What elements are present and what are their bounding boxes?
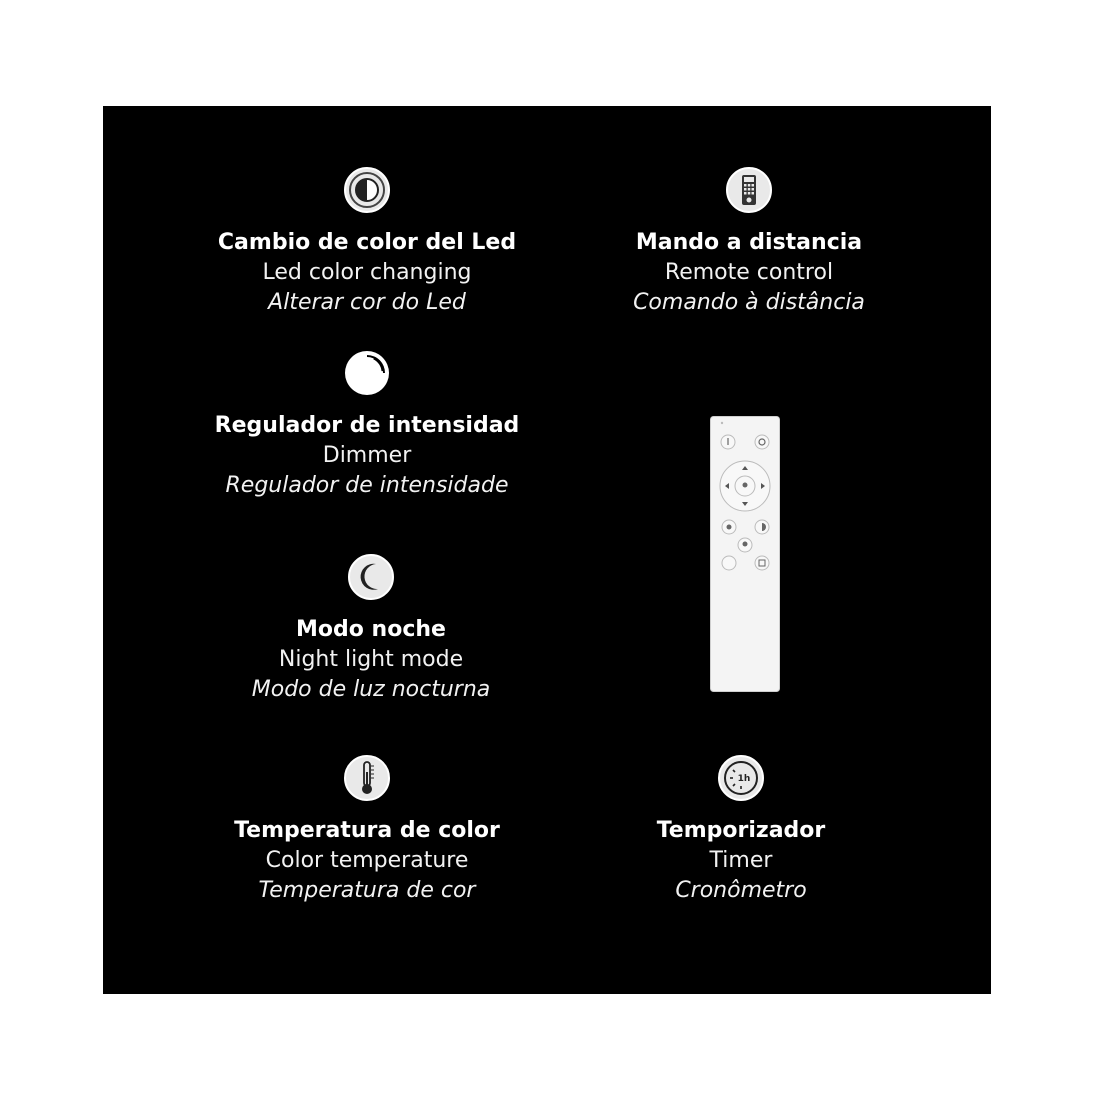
- feature-timer: [541, 754, 941, 906]
- color-change-icon: [343, 166, 391, 214]
- feature-english: Dimmer: [322, 443, 412, 468]
- feature-portuguese: Modo de luz nocturna: [251, 677, 491, 702]
- thermometer-icon: [343, 754, 391, 802]
- feature-title: Temporizador: [656, 818, 826, 843]
- feature-portuguese: Temperatura de cor: [258, 878, 476, 903]
- feature-english: Remote control: [664, 260, 834, 285]
- feature-portuguese: Comando à distância: [633, 290, 865, 315]
- timer-icon: [717, 754, 765, 802]
- feature-english: Night light mode: [278, 647, 464, 672]
- feature-english: Color temperature: [265, 848, 469, 873]
- dimmer-icon: [343, 349, 391, 397]
- timer-icon-label: 1h: [737, 774, 751, 784]
- feature-night-mode: [171, 553, 571, 705]
- feature-portuguese: Regulador de intensidade: [225, 473, 509, 498]
- feature-remote-control: [549, 166, 949, 318]
- feature-title: Regulador de intensidad: [214, 413, 520, 438]
- feature-english: Timer: [709, 848, 773, 873]
- feature-led-color: [167, 166, 567, 318]
- feature-english: Led color changing: [262, 260, 472, 285]
- feature-portuguese: Cronômetro: [675, 878, 807, 903]
- feature-title: Temperatura de color: [234, 818, 500, 843]
- remote-control-icon: [725, 166, 773, 214]
- feature-dimmer: [167, 349, 567, 501]
- features-panel: [103, 106, 991, 994]
- feature-portuguese: Alterar cor do Led: [268, 290, 466, 315]
- feature-title: Mando a distancia: [635, 230, 863, 255]
- remote-control-image: [710, 416, 780, 692]
- feature-color-temperature: [167, 754, 567, 906]
- feature-title: Modo noche: [296, 617, 446, 642]
- feature-title: Cambio de color del Led: [217, 230, 517, 255]
- moon-icon: [347, 553, 395, 601]
